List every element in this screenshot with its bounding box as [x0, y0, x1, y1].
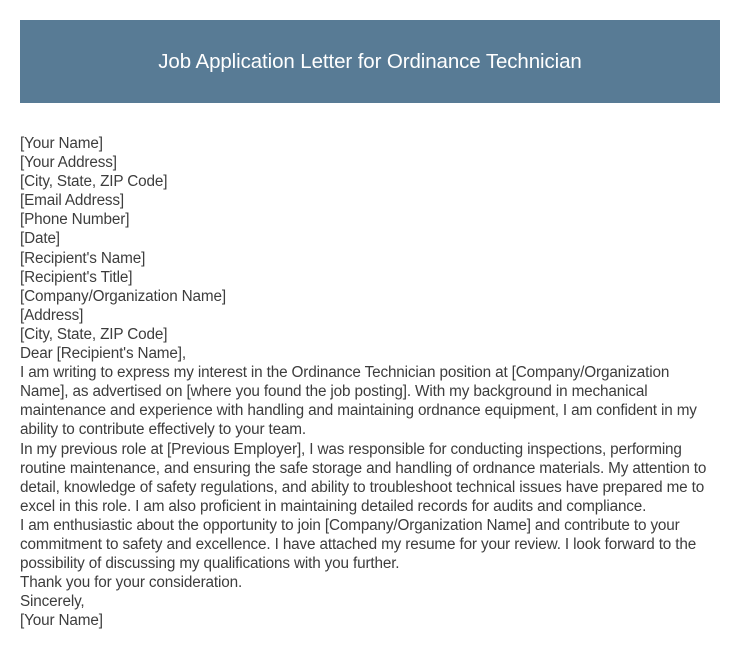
recipient-name: [Recipient's Name]: [20, 249, 146, 267]
recipient-city: [City, State, ZIP Code]: [20, 325, 168, 343]
recipient-address: [Address]: [20, 306, 84, 324]
paragraph-thanks: Thank you for your consideration.: [20, 574, 243, 592]
paragraph-intro: I am writing to express my interest in the Ordinance Technician position at [Company/Organization Name], as advertised on [where you found the job posting]. With my background in mechanical maintenance and experience with handling and maintaining ordnance equipment, I am confident in my ability to contribute effectively to your team.: [20, 364, 697, 439]
recipient-company: [Company/Organization Name]: [20, 287, 226, 305]
letter-body: [20, 134, 720, 630]
paragraph-experience: In my previous role at [Previous Employer], I was responsible for conducting inspections, performing routine maintenance, and ensuring the safe storage and handling of ordnance materials. My attention to detail, knowledge of safety regulations, and ability to troubleshoot technical issues have prepared me to excel in this role. I am also proficient in maintaining detailed records for audits and compliance.: [20, 440, 707, 515]
page-title: Job Application Letter for Ordinance Technician: [158, 49, 582, 73]
paragraph-enthusiasm: I am enthusiastic about the opportunity to join [Company/Organization Name] and contribute to your commitment to safety and excellence. I have attached my resume for your review. I look forward to the possibility of discussing my qualifications with you further.: [20, 516, 697, 573]
sender-city: [City, State, ZIP Code]: [20, 173, 168, 191]
sender-email: [Email Address]: [20, 192, 125, 210]
letter-date: [Date]: [20, 230, 60, 248]
signature: [Your Name]: [20, 612, 103, 630]
closing: Sincerely,: [20, 593, 85, 611]
sender-name: [Your Name]: [20, 135, 103, 152]
title-banner: [20, 20, 720, 103]
sender-phone: [Phone Number]: [20, 211, 130, 229]
salutation: Dear [Recipient's Name],: [20, 345, 186, 363]
recipient-title: [Recipient's Title]: [20, 268, 133, 286]
sender-address: [Your Address]: [20, 154, 117, 172]
